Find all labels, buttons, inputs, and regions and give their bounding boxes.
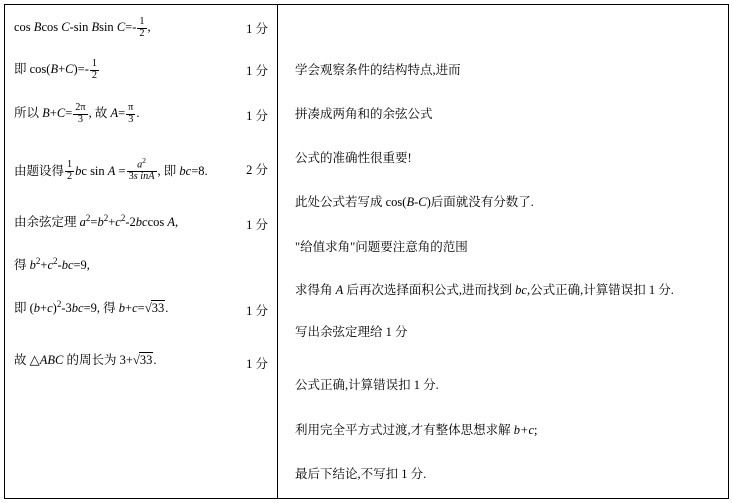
solution-step-7 [14, 299, 271, 317]
comment-line: 利用完全平方式过渡,才有整体思想求解 b+c; [295, 423, 538, 437]
comment-line: 学会观察条件的结构特点,进而 [295, 63, 461, 77]
comment-line: 拼凑成两角和的余弦公式 [295, 107, 433, 121]
step-2-mark: 1 分 [246, 64, 268, 78]
step-8-mark: 1 分 [246, 357, 268, 371]
step-5-mark: 1 分 [246, 218, 268, 232]
comment-line: 公式正确,计算错误扣 1 分. [295, 378, 439, 392]
solution-step-6 [14, 256, 271, 274]
comment-line: 写出余弦定理给 1 分 [295, 325, 408, 339]
solution-step-1 [14, 17, 271, 40]
comment-line: 此处公式若写成 cos(B-C)后面就没有分数了. [295, 195, 534, 209]
solution-step-4 [14, 157, 271, 183]
solution-step-3 [14, 103, 271, 126]
step-5-text: 由余弦定理 $a^2=b^2+c^2-2bccos$ A, [14, 213, 179, 230]
step-7-text: 即 $(b+c)^2-3bc=9$, 得 b+c=√33. [14, 299, 169, 316]
table-frame [4, 4, 729, 499]
step-8-text: 故 △ABC 的周长为 3+√33. [14, 352, 157, 367]
comment-line: 最后下结论,不写扣 1 分. [295, 467, 427, 481]
solution-column [5, 5, 278, 498]
comment-line: 求得角 A 后再次选择面积公式,进而找到 bc,公式正确,计算错误扣 1 分. [295, 283, 674, 297]
step-4-mark: 2 分 [246, 163, 268, 177]
solution-step-8 [14, 352, 271, 369]
step-2-text: 即 cos(B+C)=- $\frac{1}{2}$ [14, 58, 97, 81]
step-3-text: 所以 B+C= $\frac{2\pi}{3}$ , 故 A= $\frac{\pi}{3}$ . [14, 102, 140, 125]
step-6-text: 得 $b^2+c^2-bc=9$, [14, 256, 90, 273]
step-7-mark: 1 分 [246, 304, 268, 318]
solution-step-2 [14, 59, 271, 82]
step-3-mark: 1 分 [246, 109, 268, 123]
comment-line: 公式的准确性很重要! [295, 151, 412, 165]
solution-step-5 [14, 213, 271, 231]
step-1-mark: 1 分 [246, 22, 268, 36]
step-1-text: cos Bcos C-sin Bsin C=- $\frac{1}{2}$ , [14, 16, 151, 39]
step-4-text: 由题设得 $\frac{1}{2}$ bc sin A = $\frac{a^2}{\text{3s inA}}$ , 即 bc=8. [14, 156, 208, 183]
comment-column [278, 5, 728, 498]
comment-line: "给值求角"问题要注意角的范围 [295, 240, 468, 254]
